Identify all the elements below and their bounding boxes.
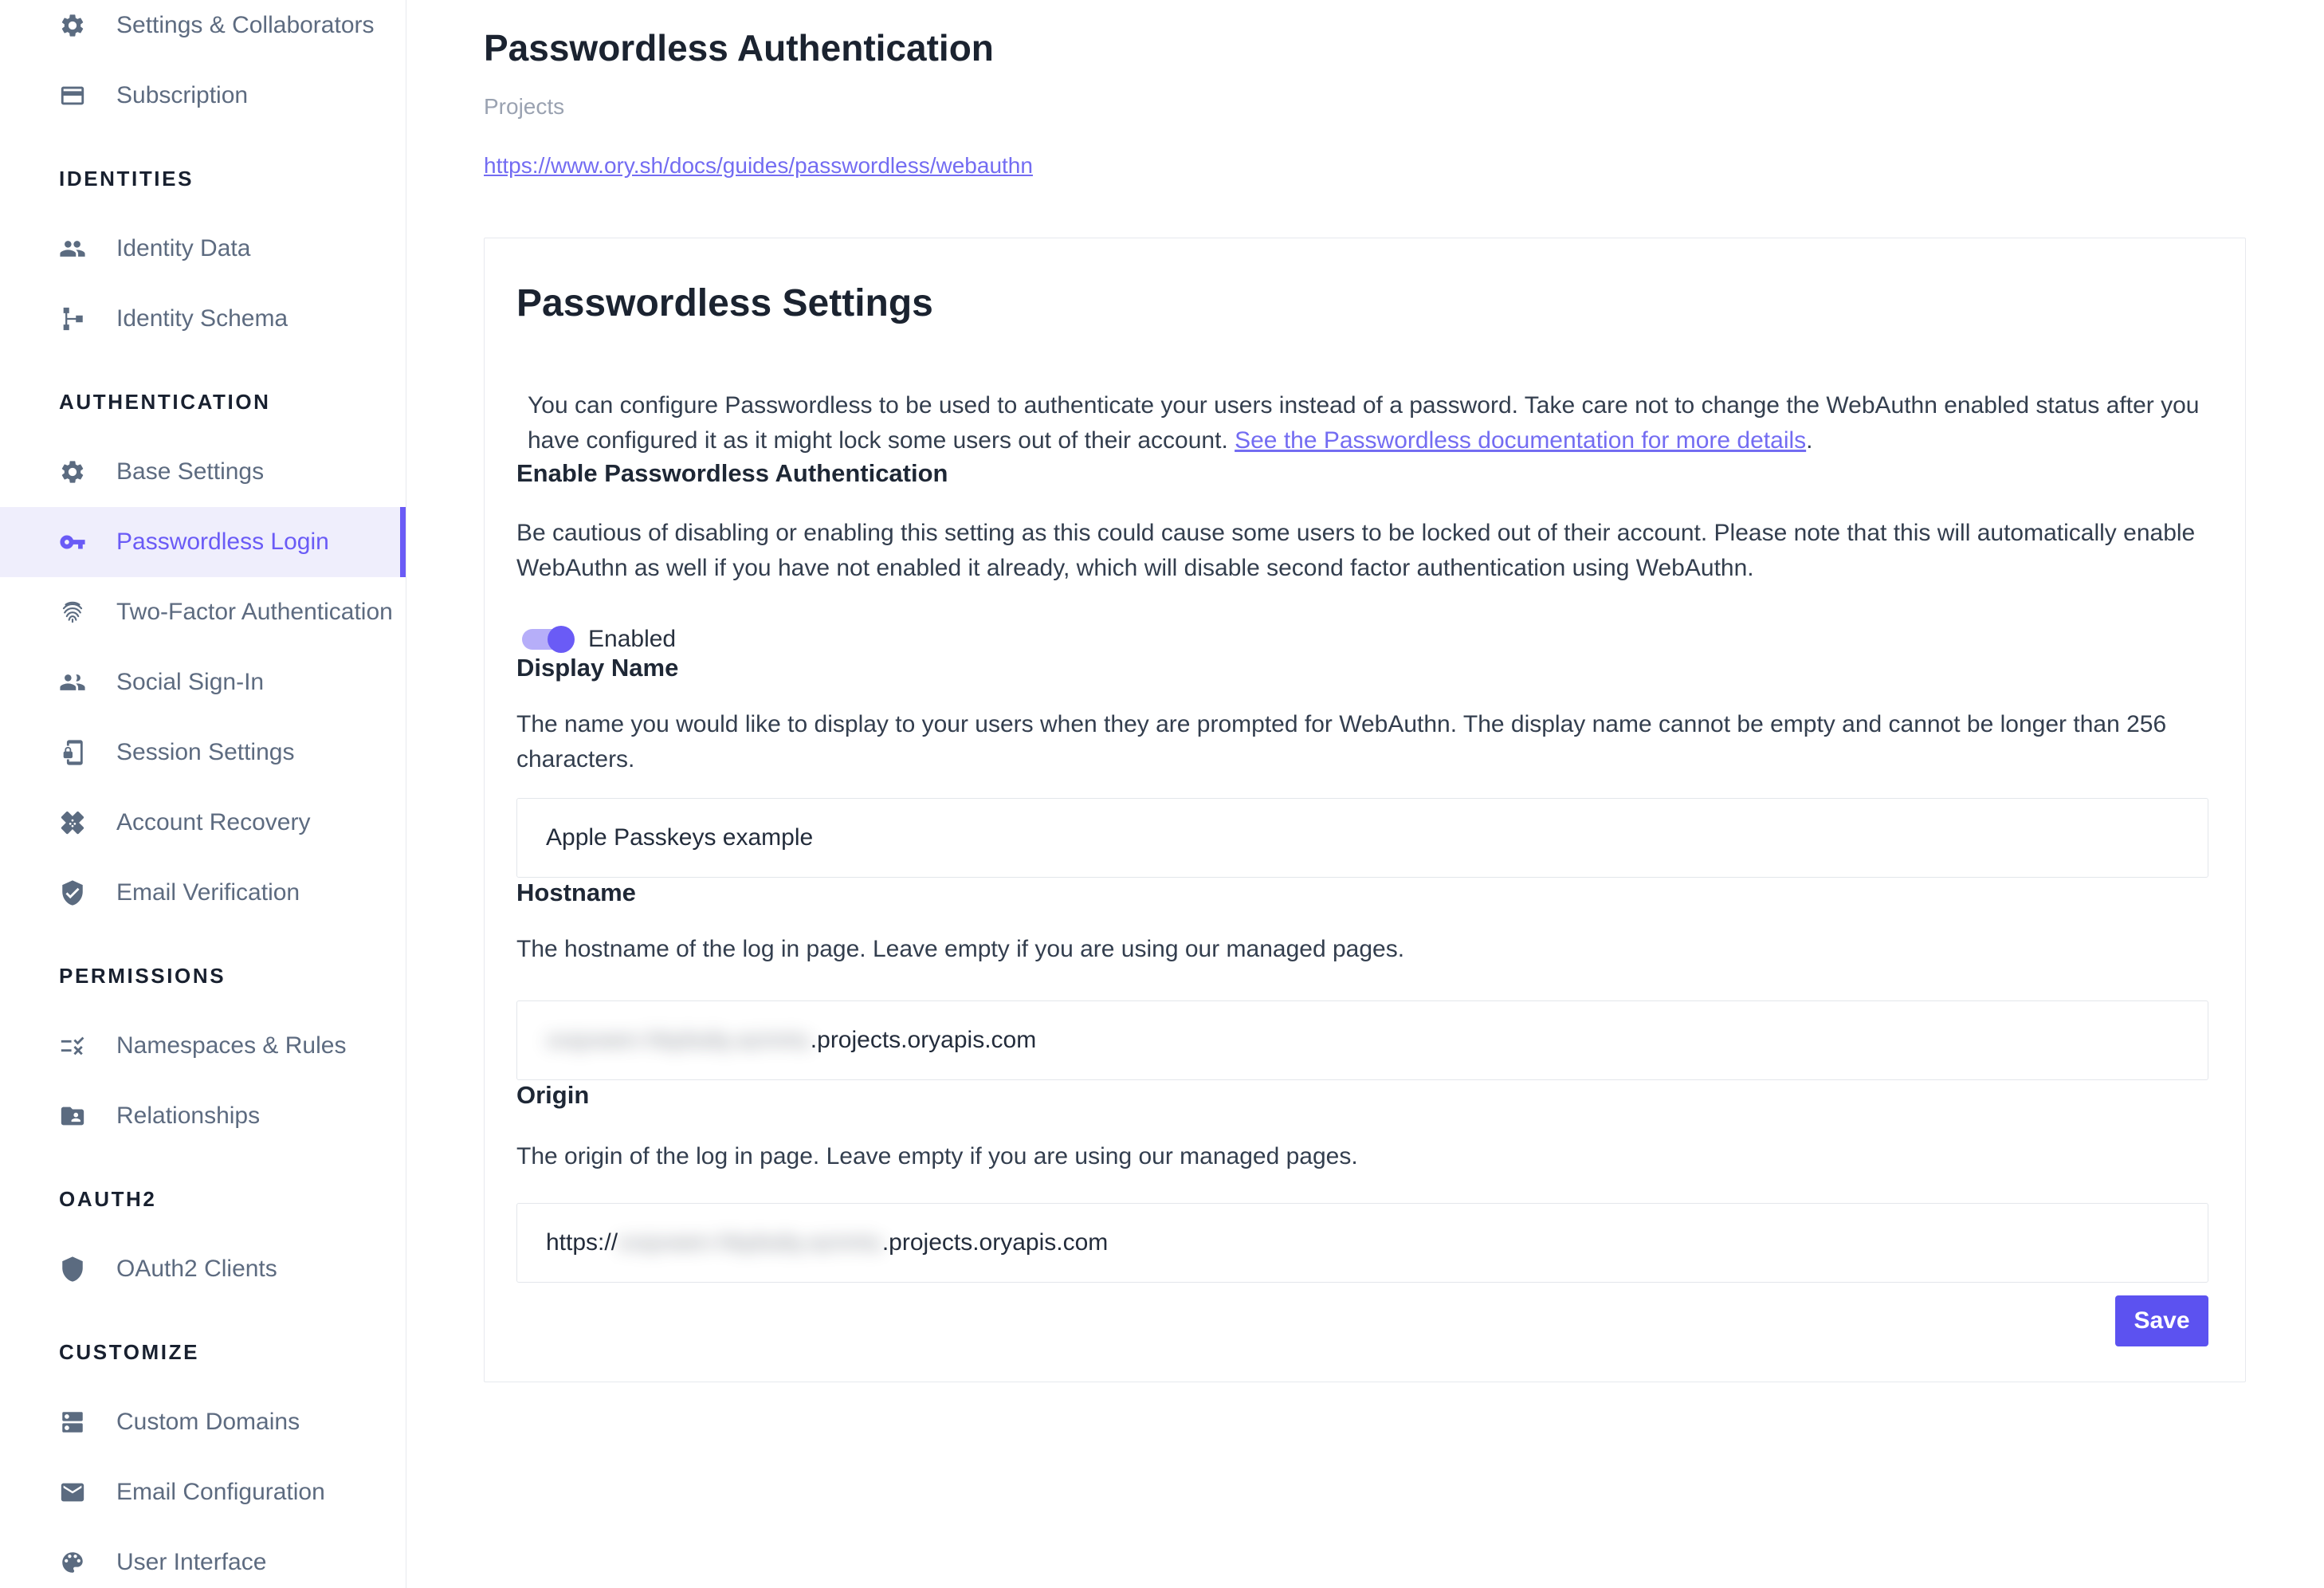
sidebar-item-identity-schema[interactable]	[0, 284, 406, 354]
sidebar-item-label: Social Sign-In	[116, 669, 265, 695]
sidebar-item-label: Custom Domains	[116, 1409, 300, 1435]
sidebar-item-label: Session Settings	[116, 739, 295, 765]
breadcrumb: Projects	[484, 94, 565, 119]
origin-redacted-value: xxqvwen-hkplsdq-azmrtu	[618, 1229, 882, 1256]
sidebar-item-session-settings[interactable]	[0, 717, 406, 788]
sidebar-section-identities: IDENTITIES	[59, 166, 194, 191]
people-icon	[59, 235, 86, 262]
fingerprint-icon	[59, 599, 86, 626]
shield-check-icon	[59, 879, 86, 906]
dns-icon	[59, 1409, 86, 1436]
toggle-thumb	[548, 626, 575, 653]
sidebar-item-label: Subscription	[116, 82, 249, 108]
display-name-description: The name you would like to display to your users when they are prompted for WebAuthn. The display name cannot be empty and cannot be longer than 256 characters.	[516, 711, 2167, 772]
sidebar-item-email-verification[interactable]	[0, 858, 406, 928]
sidebar-item-label: Passwordless Login	[116, 529, 329, 555]
mail-icon	[59, 1479, 86, 1506]
origin-heading: Origin	[516, 1081, 590, 1109]
group-icon	[59, 669, 86, 696]
display-name-value: Apple Passkeys example	[546, 824, 814, 851]
gear-icon	[59, 12, 86, 39]
sidebar-nav	[0, 0, 406, 1588]
sidebar-item-base-settings[interactable]	[0, 437, 406, 507]
hostname-value-suffix: .projects.oryapis.com	[810, 1027, 1037, 1053]
sidebar-item-label: Identity Schema	[116, 305, 289, 332]
shield-icon	[59, 1256, 86, 1283]
credit-card-icon	[59, 82, 86, 109]
main-content	[406, 0, 2324, 1588]
gear-icon	[59, 458, 86, 485]
folder-user-icon	[59, 1103, 86, 1130]
save-row	[516, 1295, 2208, 1346]
sidebar-item-custom-domains[interactable]	[0, 1387, 406, 1457]
sidebar-item-identity-data[interactable]	[0, 214, 406, 284]
origin-value-suffix: .projects.oryapis.com	[881, 1229, 1109, 1256]
sidebar-item-label: Email Verification	[116, 879, 300, 906]
page-title: Passwordless Authentication	[484, 27, 994, 69]
settings-card	[484, 238, 2246, 1382]
enable-description: Be cautious of disabling or enabling this setting as this could cause some users to be locked out of their account. Please note that this will automatically enable WebAuthn as well if you have not enabled it already, which will disable second factor authentication using WebAuthn.	[516, 520, 2196, 581]
sidebar-item-namespaces-rules[interactable]	[0, 1011, 406, 1081]
sidebar-item-label: Settings & Collaborators	[116, 12, 375, 38]
sidebar-item-account-recovery[interactable]	[0, 788, 406, 858]
toggle-label: Enabled	[588, 626, 677, 652]
sidebar-item-oauth2-clients[interactable]	[0, 1234, 406, 1304]
card-heading: Passwordless Settings	[516, 282, 933, 324]
passwordless-toggle[interactable]	[522, 629, 574, 650]
sidebar-item-email-configuration[interactable]	[0, 1457, 406, 1527]
sidebar-item-label: Base Settings	[116, 458, 265, 485]
sidebar-item-label: Identity Data	[116, 235, 251, 261]
sidebar-item-label: Email Configuration	[116, 1479, 325, 1505]
sidebar-section-permissions: PERMISSIONS	[59, 963, 226, 988]
sidebar-section-customize: CUSTOMIZE	[59, 1339, 200, 1364]
intro-text-suffix: .	[1806, 427, 1813, 454]
display-name-heading: Display Name	[516, 654, 679, 682]
sidebar-item-passwordless-login[interactable]	[0, 507, 406, 577]
intro-text	[516, 388, 2208, 458]
sidebar-item-user-interface[interactable]	[0, 1527, 406, 1588]
origin-input[interactable]	[516, 1203, 2208, 1283]
display-name-input[interactable]	[516, 798, 2208, 878]
sidebar-item-label: Namespaces & Rules	[116, 1032, 347, 1059]
hostname-redacted-value: xxqvwen-hkplsdq-azmrtu	[546, 1027, 811, 1053]
hostname-description: The hostname of the log in page. Leave empty if you are using our managed pages.	[516, 936, 1405, 962]
sidebar-item-subscription[interactable]	[0, 61, 406, 131]
phone-lock-icon	[59, 739, 86, 766]
sidebar-item-label: OAuth2 Clients	[116, 1256, 277, 1282]
enable-heading: Enable Passwordless Authentication	[516, 459, 948, 487]
hostname-heading: Hostname	[516, 879, 636, 906]
sidebar-item-relationships[interactable]	[0, 1081, 406, 1151]
intro-text-body: You can configure Passwordless to be used to authenticate your users instead of a password. Take care not to change the WebAuthn enabled status after you have configured it as it might lock some users out of their account.	[528, 392, 2200, 454]
sidebar	[0, 0, 406, 1588]
sidebar-item-settings-collaborators[interactable]	[0, 0, 406, 61]
healing-icon	[59, 809, 86, 836]
toggle-row	[516, 626, 2208, 653]
sidebar-section-authentication: AUTHENTICATION	[59, 389, 271, 414]
schema-icon	[59, 305, 86, 332]
key-icon	[59, 529, 86, 556]
palette-icon	[59, 1549, 86, 1576]
hostname-input[interactable]	[516, 1000, 2208, 1080]
passwordless-docs-link[interactable]: See the Passwordless documentation for more details	[1235, 427, 1807, 454]
sidebar-item-social-sign-in[interactable]	[0, 647, 406, 717]
sidebar-item-label: Relationships	[116, 1103, 261, 1129]
sidebar-item-label: Two-Factor Authentication	[116, 599, 393, 625]
sidebar-item-label: User Interface	[116, 1549, 267, 1575]
doc-link[interactable]: https://www.ory.sh/docs/guides/passwordless/webauthn	[484, 153, 1033, 178]
origin-value-prefix: https://	[546, 1229, 618, 1256]
rules-icon	[59, 1032, 86, 1059]
sidebar-section-oauth2: OAUTH2	[59, 1186, 157, 1211]
sidebar-item-label: Account Recovery	[116, 809, 311, 835]
save-button[interactable]: Save	[2115, 1295, 2208, 1346]
origin-description: The origin of the log in page. Leave empty if you are using our managed pages.	[516, 1143, 1358, 1169]
sidebar-item-two-factor-authentication[interactable]	[0, 577, 406, 647]
